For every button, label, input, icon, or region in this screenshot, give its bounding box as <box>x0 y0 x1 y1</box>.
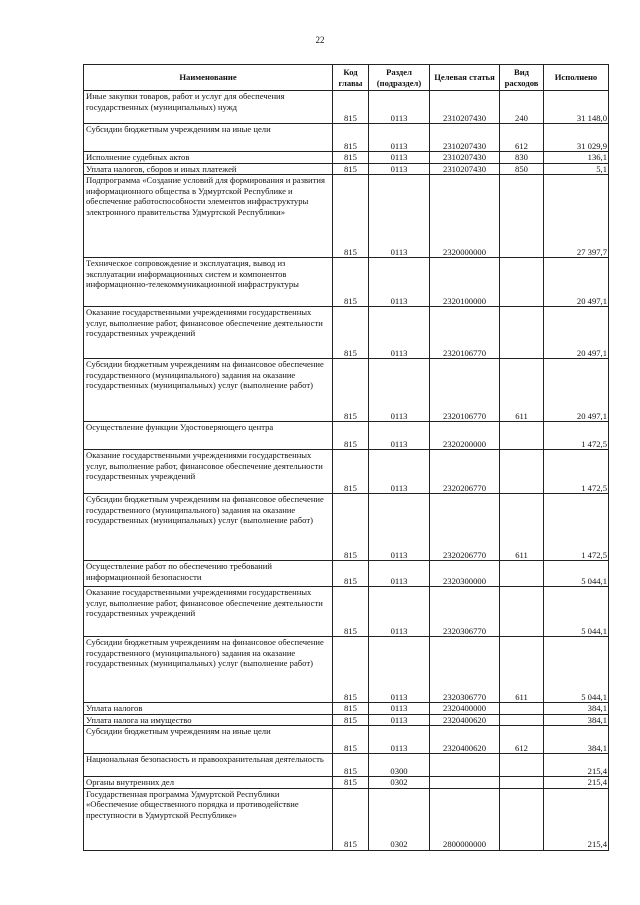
row-section-code: 0300 <box>369 754 430 777</box>
row-name: Субсидии бюджетным учреждениям на финансовое обеспечение государственного (муниципального) задания на оказание государственных (муниципальных) услуг (выполнение работ) <box>84 359 333 422</box>
row-target-article: 2320000000 <box>430 175 500 258</box>
row-section-code: 0113 <box>369 703 430 715</box>
table-row <box>84 561 609 587</box>
table-row <box>84 494 609 561</box>
row-chapter-code: 815 <box>333 788 369 850</box>
row-target-article: 2800000000 <box>430 788 500 850</box>
row-chapter-code: 815 <box>333 307 369 359</box>
row-target-article: 2310207430 <box>430 152 500 164</box>
header-chapter: Код главы <box>333 65 369 91</box>
header-expense-type: Вид расходов <box>500 65 544 91</box>
table-row <box>84 637 609 703</box>
table-row <box>84 777 609 789</box>
row-section-code: 0113 <box>369 152 430 164</box>
row-target-article <box>430 777 500 789</box>
row-target-article: 2320106770 <box>430 307 500 359</box>
row-name: Оказание государственными учреждениями государственных услуг, выполнение работ, финансовое обеспечение деятельности государственных учреждений <box>84 587 333 637</box>
row-name: Осуществление функции Удостоверяющего центра <box>84 422 333 450</box>
row-expense-type <box>500 703 544 715</box>
row-amount: 20 497,1 <box>544 359 609 422</box>
row-name: Государственная программа Удмуртской Республики «Обеспечение общественного порядка и противодействие преступности в Удмуртской Республике» <box>84 788 333 850</box>
row-amount: 136,1 <box>544 152 609 164</box>
page-number: 22 <box>315 35 325 45</box>
table-row <box>84 91 609 124</box>
row-name: Иные закупки товаров, работ и услуг для обеспечения государственных (муниципальных) нужд <box>84 91 333 124</box>
row-amount: 31 029,9 <box>544 124 609 152</box>
table-body <box>84 91 609 851</box>
row-section-code: 0113 <box>369 258 430 307</box>
row-expense-type <box>500 422 544 450</box>
row-chapter-code: 815 <box>333 726 369 754</box>
row-amount: 31 148,0 <box>544 91 609 124</box>
row-amount: 1 472,5 <box>544 450 609 494</box>
row-section-code: 0113 <box>369 561 430 587</box>
row-amount: 384,1 <box>544 726 609 754</box>
row-amount: 5 044,1 <box>544 637 609 703</box>
header-section: Раздел (подраздел) <box>369 65 430 91</box>
row-section-code: 0113 <box>369 422 430 450</box>
row-expense-type <box>500 450 544 494</box>
row-target-article: 2320306770 <box>430 587 500 637</box>
row-target-article: 2310207430 <box>430 163 500 175</box>
row-target-article: 2320400000 <box>430 703 500 715</box>
row-expense-type <box>500 754 544 777</box>
table-row <box>84 359 609 422</box>
row-target-article: 2320100000 <box>430 258 500 307</box>
row-expense-type: 612 <box>500 726 544 754</box>
row-expense-type <box>500 777 544 789</box>
row-expense-type <box>500 175 544 258</box>
row-chapter-code: 815 <box>333 258 369 307</box>
table-row <box>84 175 609 258</box>
row-section-code: 0113 <box>369 450 430 494</box>
row-amount: 20 497,1 <box>544 307 609 359</box>
row-chapter-code: 815 <box>333 754 369 777</box>
row-name: Органы внутренних дел <box>84 777 333 789</box>
row-chapter-code: 815 <box>333 561 369 587</box>
row-chapter-code: 815 <box>333 777 369 789</box>
header-name: Наименование <box>84 65 333 91</box>
row-target-article: 2320300000 <box>430 561 500 587</box>
row-expense-type: 612 <box>500 124 544 152</box>
row-amount: 5,1 <box>544 163 609 175</box>
row-amount: 1 472,5 <box>544 422 609 450</box>
row-target-article: 2320400620 <box>430 714 500 726</box>
row-chapter-code: 815 <box>333 359 369 422</box>
row-chapter-code: 815 <box>333 587 369 637</box>
header-target: Целевая статья <box>430 65 500 91</box>
table-row <box>84 754 609 777</box>
row-name: Уплата налога на имущество <box>84 714 333 726</box>
row-target-article: 2320206770 <box>430 450 500 494</box>
table-row <box>84 163 609 175</box>
row-target-article: 2310207430 <box>430 124 500 152</box>
row-expense-type: 240 <box>500 91 544 124</box>
row-expense-type: 611 <box>500 637 544 703</box>
row-name: Осуществление работ по обеспечению требований информационной безопасности <box>84 561 333 587</box>
row-name: Оказание государственными учреждениями государственных услуг, выполнение работ, финансовое обеспечение деятельности государственных учреждений <box>84 307 333 359</box>
table-row <box>84 152 609 164</box>
row-section-code: 0302 <box>369 788 430 850</box>
row-chapter-code: 815 <box>333 703 369 715</box>
row-expense-type <box>500 307 544 359</box>
table-row <box>84 124 609 152</box>
row-section-code: 0113 <box>369 587 430 637</box>
row-target-article: 2320200000 <box>430 422 500 450</box>
row-name: Уплата налогов <box>84 703 333 715</box>
row-chapter-code: 815 <box>333 494 369 561</box>
row-amount: 20 497,1 <box>544 258 609 307</box>
row-target-article: 2320400620 <box>430 726 500 754</box>
header-amount: Исполнено <box>544 65 609 91</box>
row-amount: 215,4 <box>544 754 609 777</box>
table-row <box>84 788 609 850</box>
row-target-article <box>430 754 500 777</box>
row-chapter-code: 815 <box>333 714 369 726</box>
row-section-code: 0113 <box>369 359 430 422</box>
row-section-code: 0113 <box>369 714 430 726</box>
row-name: Исполнение судебных актов <box>84 152 333 164</box>
row-target-article: 2320306770 <box>430 637 500 703</box>
row-amount: 215,4 <box>544 788 609 850</box>
row-chapter-code: 815 <box>333 450 369 494</box>
row-section-code: 0113 <box>369 91 430 124</box>
row-amount: 215,4 <box>544 777 609 789</box>
row-chapter-code: 815 <box>333 152 369 164</box>
row-expense-type: 830 <box>500 152 544 164</box>
row-name: Подпрограмма «Создание условий для формирования и развития информационного общества в Удмуртской Республике и обеспечение работоспособности элементов инфраструктуры электронного правительства Удмуртской Республики» <box>84 175 333 258</box>
row-amount: 1 472,5 <box>544 494 609 561</box>
row-name: Субсидии бюджетным учреждениям на финансовое обеспечение государственного (муниципального) задания на оказание государственных (муниципальных) услуг (выполнение работ) <box>84 637 333 703</box>
row-amount: 5 044,1 <box>544 587 609 637</box>
row-section-code: 0113 <box>369 637 430 703</box>
row-expense-type <box>500 788 544 850</box>
row-amount: 5 044,1 <box>544 561 609 587</box>
table-row <box>84 714 609 726</box>
row-expense-type: 611 <box>500 359 544 422</box>
row-section-code: 0113 <box>369 494 430 561</box>
table-row <box>84 726 609 754</box>
row-section-code: 0302 <box>369 777 430 789</box>
budget-table <box>83 64 609 851</box>
row-name: Субсидии бюджетным учреждениям на финансовое обеспечение государственного (муниципального) задания на оказание государственных (муниципальных) услуг (выполнение работ) <box>84 494 333 561</box>
row-target-article: 2320106770 <box>430 359 500 422</box>
row-section-code: 0113 <box>369 124 430 152</box>
header-row <box>84 65 609 91</box>
row-amount: 384,1 <box>544 703 609 715</box>
row-chapter-code: 815 <box>333 91 369 124</box>
row-chapter-code: 815 <box>333 124 369 152</box>
row-chapter-code: 815 <box>333 422 369 450</box>
row-name: Уплата налогов, сборов и иных платежей <box>84 163 333 175</box>
row-expense-type <box>500 258 544 307</box>
row-chapter-code: 815 <box>333 163 369 175</box>
row-expense-type <box>500 561 544 587</box>
row-section-code: 0113 <box>369 175 430 258</box>
row-expense-type <box>500 714 544 726</box>
row-name: Субсидии бюджетным учреждениям на иные цели <box>84 124 333 152</box>
row-name: Оказание государственными учреждениями государственных услуг, выполнение работ, финансовое обеспечение деятельности государственных учреждений <box>84 450 333 494</box>
table-row <box>84 587 609 637</box>
table-row <box>84 703 609 715</box>
row-expense-type <box>500 587 544 637</box>
row-amount: 384,1 <box>544 714 609 726</box>
row-expense-type: 850 <box>500 163 544 175</box>
table-row <box>84 450 609 494</box>
row-section-code: 0113 <box>369 163 430 175</box>
row-section-code: 0113 <box>369 307 430 359</box>
row-name: Техническое сопровождение и эксплуатация, вывод из эксплуатации информационных систем и компонентов информационно-телекоммуникационной инфраструктуры <box>84 258 333 307</box>
row-target-article: 2310207430 <box>430 91 500 124</box>
row-expense-type: 611 <box>500 494 544 561</box>
table-row <box>84 422 609 450</box>
row-section-code: 0113 <box>369 726 430 754</box>
table-row <box>84 258 609 307</box>
table-row <box>84 307 609 359</box>
row-amount: 27 397,7 <box>544 175 609 258</box>
row-target-article: 2320206770 <box>430 494 500 561</box>
row-name: Национальная безопасность и правоохранительная деятельность <box>84 754 333 777</box>
row-name: Субсидии бюджетным учреждениям на иные цели <box>84 726 333 754</box>
row-chapter-code: 815 <box>333 637 369 703</box>
row-chapter-code: 815 <box>333 175 369 258</box>
